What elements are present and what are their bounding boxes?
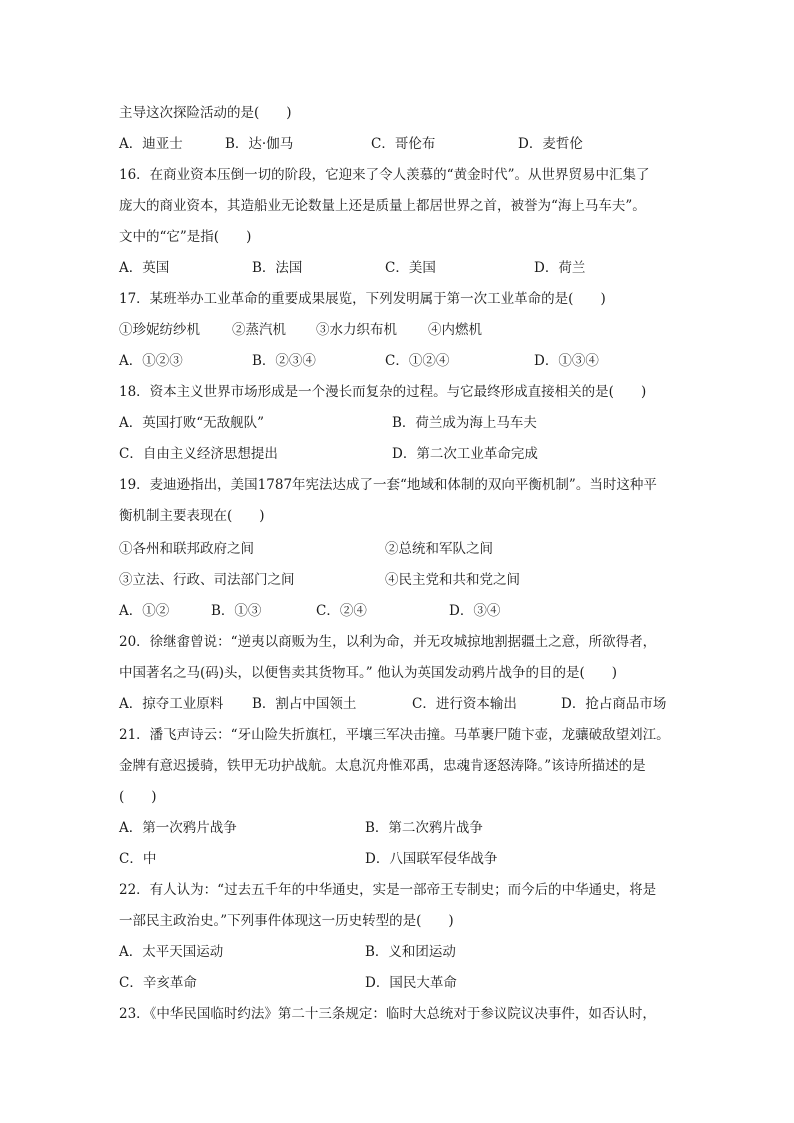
option-d: D．荷兰 (534, 260, 586, 276)
question-text: 金牌有意迟援骑，铁甲无功护战航。太息沉舟惟邓禹，忠魂肯逐怒涛降。”该诗所描述的是 (119, 758, 646, 774)
option-b: B．①③ (211, 603, 262, 619)
option-b: B．法国 (252, 260, 303, 276)
question-text: 庞大的商业资本，其造船业无论数量上还是质量上都居世界之首，被誉为“海上马车夫”。 (119, 198, 646, 214)
option-d: D．③④ (449, 603, 501, 619)
option-b: B．荷兰成为海上马车夫 (392, 415, 537, 431)
option-d: D．国民大革命 (365, 975, 457, 991)
option-c: C．①②④ (385, 353, 450, 369)
statement-3: ③水力织布机 (316, 322, 397, 338)
statement-4: ④民主党和共和党之间 (385, 572, 520, 588)
question-text: 19．麦迪逊指出，美国1787年宪法达成了一套“地域和体制的双向平衡机制”。当时这种平 (119, 477, 657, 493)
question-text: 一部民主政治史。”下列事件体现这一历史转型的是( ) (119, 913, 454, 929)
statement-4: ④内燃机 (428, 322, 482, 338)
statement-3: ③立法、行政、司法部门之间 (119, 572, 295, 588)
question-text: 22．有人认为：“过去五千年的中华通史，实是一部帝王专制史；而今后的中华通史，将是 (119, 882, 657, 898)
question-text: 21．潘飞声诗云：“牙山险失折旗杠，平壤三军决击撞。马革裹尸随卞壶，龙骧破敌望刘江。 (119, 727, 670, 743)
option-d: D．抢占商品市场 (561, 696, 667, 712)
option-a: A．①②③ (119, 353, 183, 369)
question-text: 16．在商业资本压倒一切的阶段，它迎来了令人羡慕的“黄金时代”。从世界贸易中汇集了 (119, 167, 650, 183)
question-text: 17．某班举办工业革命的重要成果展览，下列发明属于第一次工业革命的是( ) (119, 291, 606, 307)
option-a: A．英国打败“无敌舰队” (119, 415, 265, 431)
option-c: C．自由主义经济思想提出 (119, 446, 278, 462)
statement-2: ②蒸汽机 (232, 322, 286, 338)
question-intro: 主导这次探险活动的是( ) (119, 105, 292, 121)
option-a: A．英国 (119, 260, 170, 276)
option-a: A．掠夺工业原料 (119, 696, 224, 712)
question-text: 文中的“它”是指( ) (119, 229, 252, 245)
option-c: C．辛亥革命 (119, 975, 197, 991)
option-c: C．美国 (385, 260, 436, 276)
option-d: D．第二次工业革命完成 (392, 446, 538, 462)
question-text: 衡机制主要表现在( ) (119, 508, 265, 524)
question-text: 20．徐继畬曾说：“逆夷以商贩为生，以利为命，并无攻城掠地割据疆土之意，所欲得者， (119, 634, 657, 650)
option-a: A．①② (119, 603, 170, 619)
question-text: 中国著名之马(码)头，以便售卖其货物耳。” 他认为英国发动鸦片战争的目的是( ) (119, 665, 618, 681)
option-b: B．②③④ (252, 353, 316, 369)
option-c: C．中 (119, 851, 157, 867)
option-b: B．达·伽马 (225, 136, 294, 152)
option-a: A．太平天国运动 (119, 944, 224, 960)
option-c: C．进行资本输出 (412, 696, 517, 712)
option-d: D．八国联军侵华战争 (365, 851, 498, 867)
option-c: C．哥伦布 (371, 136, 436, 152)
question-text: ( ) (119, 789, 157, 805)
option-a: A．迪亚士 (119, 136, 183, 152)
statement-1: ①珍妮纺纱机 (119, 322, 200, 338)
option-b: B．义和团运动 (365, 944, 456, 960)
question-text: 18．资本主义世界市场形成是一个漫长而复杂的过程。与它最终形成直接相关的是( ) (119, 384, 647, 400)
statement-2: ②总统和军队之间 (385, 541, 493, 557)
option-c: C．②④ (316, 603, 367, 619)
option-d: D．①③④ (534, 353, 599, 369)
option-b: B．割占中国领土 (252, 696, 357, 712)
option-a: A．第一次鸦片战争 (119, 820, 237, 836)
option-d: D．麦哲伦 (518, 136, 583, 152)
question-text: 23．《中华民国临时约法》第二十三条规定：临时大总统对于参议院议决事件，如否认时， (119, 1006, 656, 1022)
option-b: B．第二次鸦片战争 (365, 820, 483, 836)
statement-1: ①各州和联邦政府之间 (119, 541, 254, 557)
